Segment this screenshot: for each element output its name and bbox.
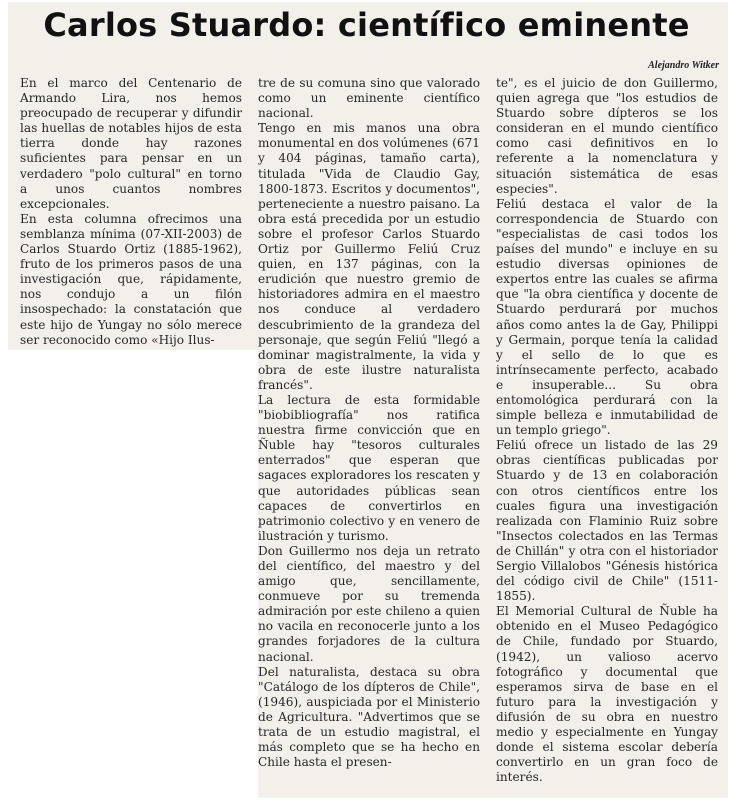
paragraph: La lectura de esta formidable "biobibliografía" nos ratifica nuestra firme convicción que en Ñuble hay "tesoros culturales enterrados" que esperan que sagaces exploradores los rescaten y que autoridades públicas sean capaces de convertirlos en patrimonio colectivo y en venero de ilustración y turismo.	[258, 392, 480, 543]
headline: Carlos Stuardo: científico eminente	[43, 6, 690, 44]
paragraph: tre de su comuna sino que valorado como un eminente científico nacional.	[258, 76, 480, 121]
article-column-2	[258, 76, 480, 770]
blank-margin	[8, 350, 258, 798]
paragraph: Don Guillermo nos deja un retrato del científico, del maestro y del amigo que, sencillamente, conmueve por su tremenda admiración por este chileno a quien no vacila en reconocerle junto a los grandes forjadores de la cultura nacional.	[258, 543, 480, 664]
article-column-3	[496, 76, 718, 785]
paragraph: Tengo en mis manos una obra monumental en dos volúmenes (671 y 404 páginas, tamaño carta), titulada "Vida de Claudio Gay, 1800-1873. Escritos y documentos", perteneciente a nuestro paisano. La obra está precedida por un estudio sobre el profesor Carlos Stuardo Ortiz por Guillermo Feliú Cruz quien, en 137 páginas, con la erudición que nuestro gremio de historiadores admira en el maestro nos conduce al verdadero descubrimiento de la grandeza del personaje, que según Feliú "llegó a dominar magistralmente, la vida y obra de este ilustre naturalista francés".	[258, 121, 480, 392]
paragraph: El Memorial Cultural de Ñuble ha obtenido en el Museo Pedagógico de Chile, fundado por Stuardo, (1942), un valioso acervo fotográfico y documental que esperamos sirva de base en el futuro para la investigación y difusión de su obra en nuestro medio y especialmente en Yungay donde el sistema escolar debería convertirlo en un gran foco de interés.	[496, 604, 718, 785]
paragraph: En el marco del Centenario de Armando Lira, nos hemos preocupado de recuperar y difundir las huellas de notables hijos de esta tierra donde hay razones suficientes para pensar en un verdadero "polo cultural" en torno a unos cuantos nombres excepcionales.	[20, 76, 242, 211]
paragraph: Feliú destaca el valor de la correspondencia de Stuardo con "especialistas de casi todos los países del mundo" e incluye en su estudio diversas opiniones de expertos entre las cuales se afirma que "la obra científica y docente de Stuardo perdurará por muchos años como antes la de Gay, Philippi y Germain, porque tenía la calidad y el sello de lo que es intrínsecamente perfecto, acabado e insuperable... Su obra entomológica perdurará con la simple belleza e inmutabilidad de un templo griego".	[496, 196, 718, 438]
paragraph: Del naturalista, destaca su obra "Catálogo de los dípteros de Chile", (1946), auspiciada por el Ministerio de Agricultura. "Advertimos que se trata de un estudio magistral, el más completo que se ha hecho en Chile hasta el presen-	[258, 664, 480, 770]
paragraph: te", es el juicio de don Guillermo, quien agrega que "los estudios de Stuardo sobre dípteros se los consideran en el mundo científico como casi definitivos en lo referente a la nomenclatura y situación sistemática de esas especies".	[496, 76, 718, 196]
paragraph: Feliú ofrece un listado de las 29 obras científicas publicadas por Stuardo y de 13 en colaboración con otros científicos entre los cuales figura una investigación realizada con Flaminio Ruiz sobre "Insectos colectados en las Termas de Chillán" y otra con el historiador Sergio Villalobos "Génesis histórica del código civil de Chile" (1511-1855).	[496, 438, 718, 604]
article-column-1	[20, 76, 242, 348]
byline: Alejandro Witker	[648, 60, 719, 71]
paragraph: En esta columna ofrecimos una semblanza mínima (07-XII-2003) de Carlos Stuardo Ortiz (1885-1962), fruto de los primeros pasos de una investigación que, rápidamente, nos condujo a un filón insospechado: la constatación que este hijo de Yungay no sólo merece ser reconocido como «Hijo Ilus-	[20, 211, 242, 347]
